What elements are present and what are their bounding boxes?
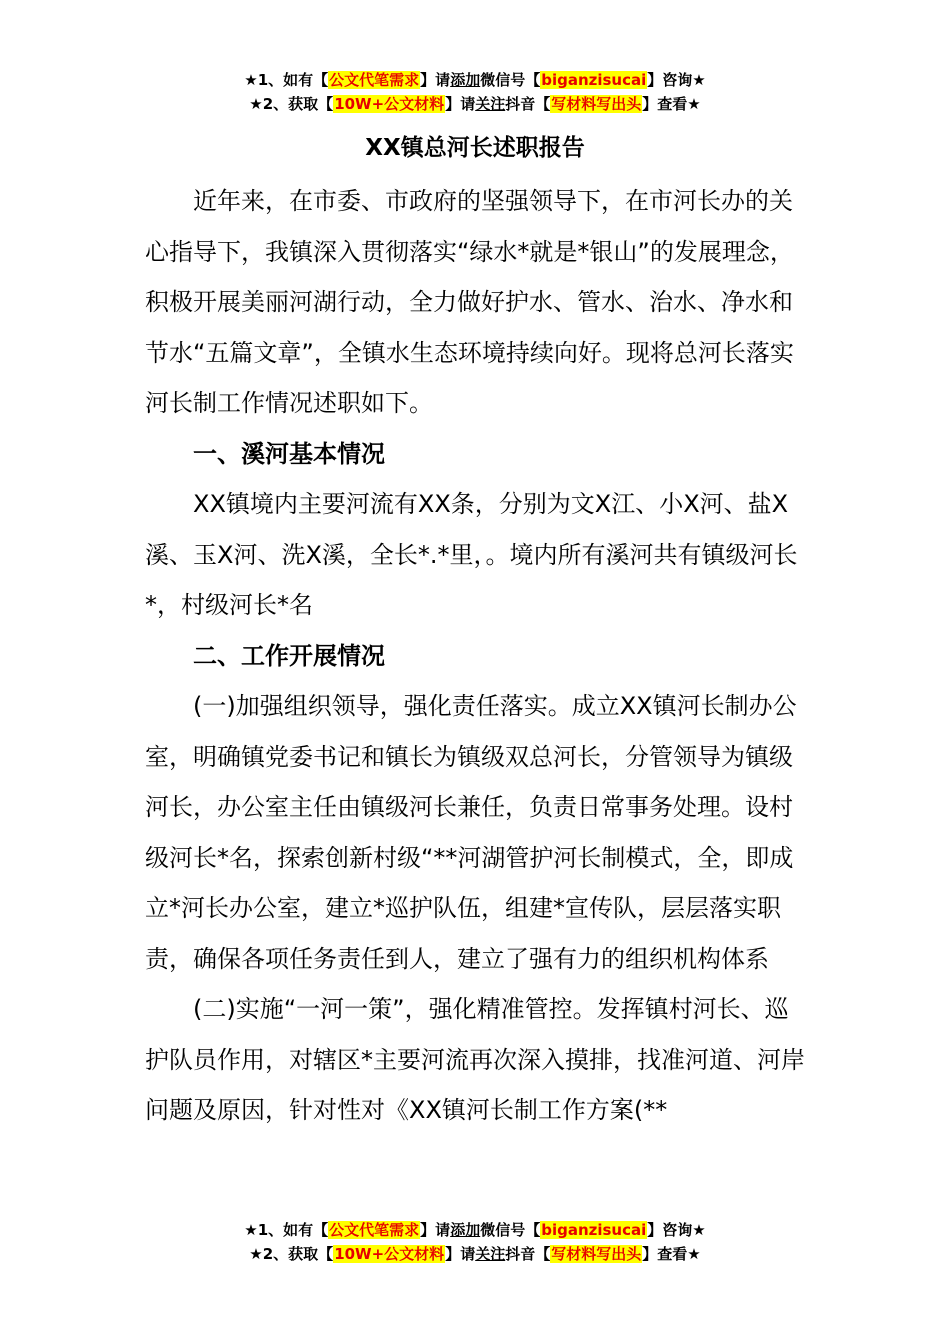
banner-text: 2、获取【 [262,1245,334,1263]
document-title: XX镇总河长述职报告 [365,135,585,161]
banner-text: 】咨询★ [647,1221,706,1239]
section-paragraph: (二)实施“一河一策”，强化精准管控。发挥镇村河长、巡护队员作用，对辖区*主要河流再次深入摸排，找准河道、河岸问题及原因，针对性对《XX镇河长制工作方案(** [145,995,805,1124]
document-body [145,176,810,1136]
highlight-douyin: 写材料写出头 [551,1245,642,1263]
footer-banner [0,1218,950,1266]
banner-text: 】请 [420,1221,451,1239]
banner-text: 1、如有【 [257,1221,329,1239]
banner-text: 微信号【 [480,1221,541,1239]
banner-underlined: 添加 [450,1221,481,1239]
banner-line-1 [0,1218,950,1242]
banner-text: 1、如有【 [257,71,329,89]
section-paragraph: XX镇境内主要河流有XX条，分别为文X江、小X河、盐X溪、玉X河、洗X溪，全长*.*里，。境内所有溪河共有镇级河长*，村级河长*名 [145,490,798,619]
banner-text: 】查看★ [642,1245,701,1263]
star-icon: ★ [244,71,258,89]
banner-underlined: 关注 [475,95,506,113]
header-banner [0,68,950,116]
highlight-douyin: 写材料写出头 [551,95,642,113]
banner-underlined: 添加 [450,71,481,89]
banner-text: 】请 [420,71,451,89]
highlight-wechat-id: biganzisucai [541,71,647,89]
banner-text: 抖音【 [505,95,551,113]
highlight-service: 公文代笔需求 [329,1221,420,1239]
banner-line-2 [0,1242,950,1266]
banner-line-2 [0,92,950,116]
highlight-wechat-id: biganzisucai [541,1221,647,1239]
section-heading: 一、溪河基本情况 [193,439,385,468]
star-icon: ★ [244,1221,258,1239]
banner-text: 微信号【 [480,71,541,89]
star-icon: ★ [249,95,263,113]
banner-text: 2、获取【 [262,95,334,113]
section-paragraph: (一)加强组织领导，强化责任落实。成立XX镇河长制办公室，明确镇党委书记和镇长为镇级双总河长，分管领导为镇级河长，办公室主任由镇级河长兼任，负责日常事务处理。设村级河长*名，探索创新村级“**河湖管护河长制模式，全，即成立*河长办公室，建立*巡护队伍，组建*宣传队，层层落实职责，确保各项任务责任到人，建立了强有力的组织机构体系 [145,692,797,973]
banner-line-1 [0,68,950,92]
section-heading: 二、工作开展情况 [193,641,385,670]
banner-text: 】咨询★ [647,71,706,89]
banner-text: 】请 [445,95,476,113]
banner-text: 】查看★ [642,95,701,113]
banner-text: 抖音【 [505,1245,551,1263]
banner-text: 】请 [445,1245,476,1263]
star-icon: ★ [249,1245,263,1263]
highlight-materials: 10W+公文材料 [334,95,445,113]
highlight-service: 公文代笔需求 [329,71,420,89]
intro-paragraph: 近年来，在市委、市政府的坚强领导下，在市河长办的关心指导下，我镇深入贯彻落实“绿水*就是*银山”的发展理念，积极开展美丽河湖行动，全力做好护水、管水、治水、净水和节水“五篇文章”，全镇水生态环境持续向好。现将总河长落实河长制工作情况述职如下。 [145,187,794,417]
highlight-materials: 10W+公文材料 [334,1245,445,1263]
banner-underlined: 关注 [475,1245,506,1263]
